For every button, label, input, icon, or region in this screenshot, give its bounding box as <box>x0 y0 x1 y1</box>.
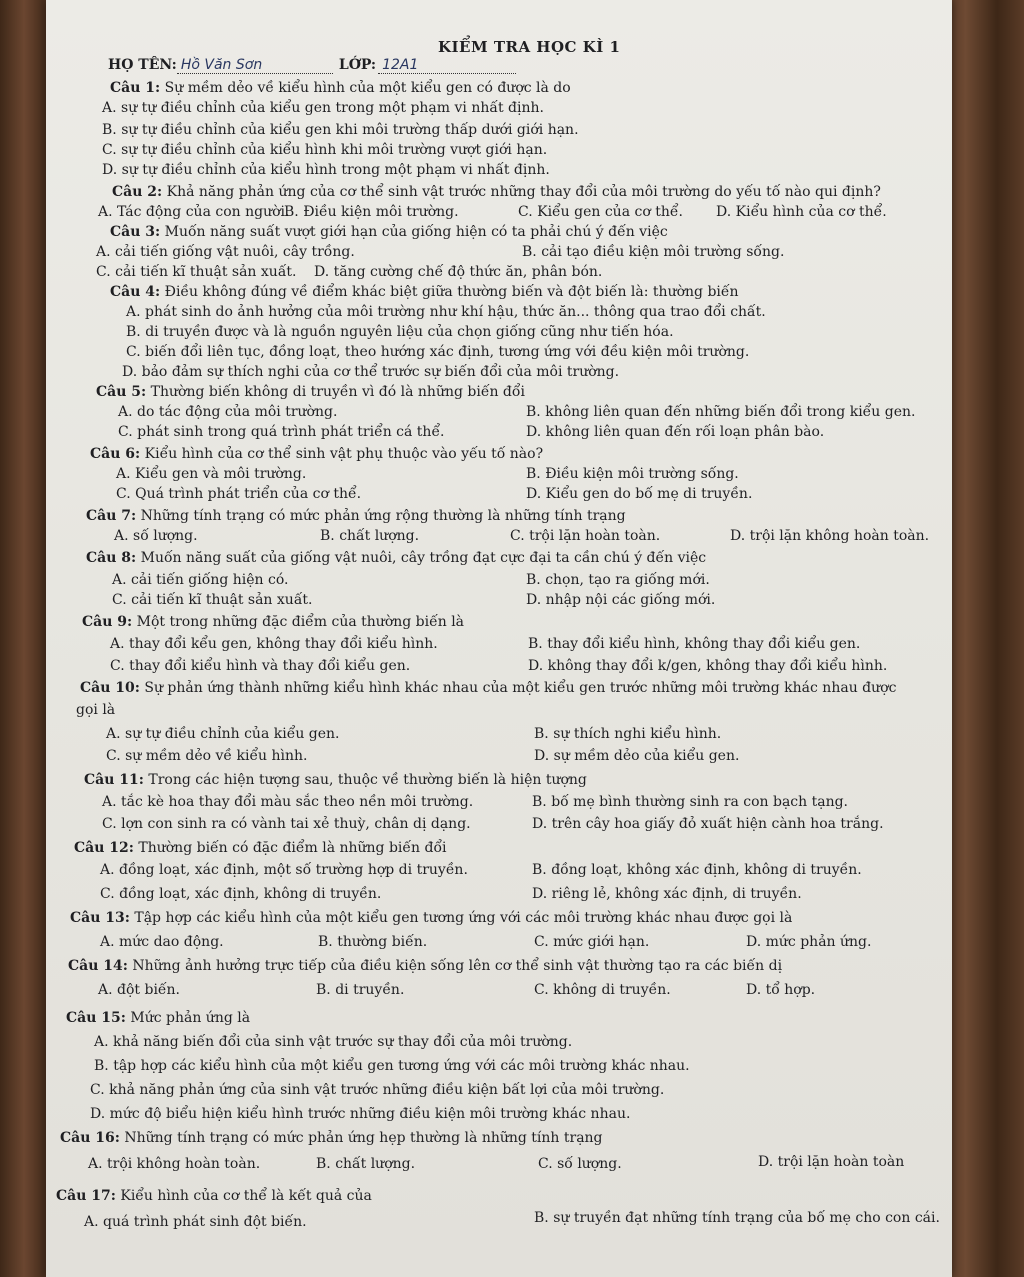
question-17: Câu 17: Kiểu hình của cơ thể là kết quả của <box>56 1188 372 1204</box>
option[interactable]: C. số lượng. <box>538 1156 622 1172</box>
exam-header <box>46 38 952 82</box>
option[interactable]: D. riêng lẻ, không xác định, di truyền. <box>532 886 802 902</box>
option[interactable]: A. thay đổi kểu gen, không thay đổi kiểu hình. <box>110 636 438 652</box>
question-2: Câu 2: Khả năng phản ứng của cơ thể sinh vật trước những thay đổi của môi trường do yếu tố nào qui định? <box>112 184 881 200</box>
question-11: Câu 11: Trong các hiện tượng sau, thuộc về thường biến là hiện tượng <box>84 772 587 788</box>
option[interactable]: C. Quá trình phát triển của cơ thể. <box>116 486 362 502</box>
option[interactable]: A. khả năng biến đổi của sinh vật trước sự thay đổi của môi trường. <box>94 1034 573 1050</box>
option[interactable]: A. mức dao động. <box>100 934 224 950</box>
option[interactable]: D. trội lặn không hoàn toàn. <box>730 528 930 544</box>
option[interactable]: C. thay đổi kiểu hình và thay đổi kiểu gen. <box>110 658 411 674</box>
option[interactable]: D. tăng cường chế độ thức ăn, phân bón. <box>314 264 603 280</box>
question-16: Câu 16: Những tính trạng có mức phản ứng hẹp thường là những tính trạng <box>60 1130 603 1146</box>
option[interactable]: D. nhập nội các giống mới. <box>526 592 716 608</box>
option[interactable]: C. sự tự điều chỉnh của kiểu hình khi môi trường vượt giới hạn. <box>102 142 548 158</box>
option[interactable]: D. không thay đổi k/gen, không thay đổi kiểu hình. <box>528 658 888 674</box>
option[interactable]: D. bảo đảm sự thích nghi của cơ thể trước sự biến đổi của môi trường. <box>122 364 620 380</box>
option[interactable]: B. Điều kiện môi trường. <box>284 204 459 220</box>
option[interactable]: C. lợn con sinh ra có vành tai xẻ thuỳ, chân dị dạng. <box>102 816 471 832</box>
question-6: Câu 6: Kiểu hình của cơ thể sinh vật phụ thuộc vào yếu tố nào? <box>90 446 544 462</box>
option[interactable]: B. sự thích nghi kiểu hình. <box>534 726 722 742</box>
class-field[interactable]: 12A1 <box>378 57 516 74</box>
option[interactable]: D. Kiểu gen do bố mẹ di truyền. <box>526 486 753 502</box>
question-5: Câu 5: Thường biến không di truyền vì đó là những biến đổi <box>96 384 525 400</box>
option[interactable]: C. trội lặn hoàn toàn. <box>510 528 661 544</box>
option[interactable]: D. sự mềm dẻo của kiểu gen. <box>534 748 740 764</box>
option[interactable]: A. do tác động của môi trường. <box>118 404 338 420</box>
question-7: Câu 7: Những tính trạng có mức phản ứng rộng thường là những tính trạng <box>86 508 626 524</box>
exam-title: KIỂM TRA HỌC KÌ 1 <box>438 38 621 56</box>
option[interactable]: B. đồng loạt, không xác định, không di truyền. <box>532 862 862 878</box>
option[interactable]: A. Kiểu gen và môi trường. <box>116 466 307 482</box>
option[interactable]: B. chọn, tạo ra giống mới. <box>526 572 710 588</box>
option[interactable]: A. phát sinh do ảnh hưởng của môi trường như khí hậu, thức ăn... thông qua trao đổi chất. <box>126 304 766 320</box>
option[interactable]: B. cải tạo điều kiện môi trường sống. <box>522 244 785 260</box>
option[interactable]: D. sự tự điều chỉnh của kiểu hình trong một phạm vi nhất định. <box>102 162 550 178</box>
option[interactable]: A. sự tự điều chỉnh của kiểu gen trong một phạm vi nhất định. <box>102 100 544 116</box>
option[interactable]: A. số lượng. <box>114 528 198 544</box>
question-3: Câu 3: Muốn năng suất vượt giới hạn của giống hiện có ta phải chú ý đến việc <box>110 224 668 240</box>
option[interactable]: C. cải tiến kĩ thuật sản xuất. <box>96 264 297 280</box>
question-12: Câu 12: Thường biến có đặc điểm là những biến đổi <box>74 840 447 856</box>
option[interactable]: C. cải tiến kĩ thuật sản xuất. <box>112 592 313 608</box>
option[interactable]: A. trội không hoàn toàn. <box>88 1156 261 1172</box>
option[interactable]: C. sự mềm dẻo về kiểu hình. <box>106 748 308 764</box>
name-field[interactable]: Hồ Văn Sơn <box>177 57 333 74</box>
question-8: Câu 8: Muốn năng suất của giống vật nuôi, cây trồng đạt cực đại ta cần chú ý đến việc <box>86 550 707 566</box>
option[interactable]: B. di truyền được và là nguồn nguyên liệu của chọn giống cũng như tiến hóa. <box>126 324 674 340</box>
question-15: Câu 15: Mức phản ứng là <box>66 1010 251 1026</box>
option[interactable]: B. tập hợp các kiểu hình của một kiểu gen tương ứng với các môi trường khác nhau. <box>94 1058 690 1074</box>
option[interactable]: C. phát sinh trong quá trình phát triển cá thể. <box>118 424 445 440</box>
option[interactable]: A. cải tiến giống vật nuôi, cây trồng. <box>96 244 355 260</box>
option[interactable]: B. di truyền. <box>316 982 405 998</box>
option[interactable]: A. đột biến. <box>98 982 180 998</box>
option[interactable]: B. sự tự điều chỉnh của kiểu gen khi môi trường thấp dưới giới hạn. <box>102 122 579 138</box>
option[interactable]: C. mức giới hạn. <box>534 934 650 950</box>
option[interactable]: D. mức độ biểu hiện kiểu hình trước những điều kiện môi trường khác nhau. <box>90 1106 631 1122</box>
question-10: Câu 10: Sự phản ứng thành những kiểu hình khác nhau của một kiểu gen trước những môi trường khác nhau được <box>80 680 897 696</box>
option[interactable]: B. không liên quan đến những biến đổi trong kiểu gen. <box>526 404 916 420</box>
option[interactable]: A. đồng loạt, xác định, một số trường hợp di truyền. <box>100 862 468 878</box>
option[interactable]: B. Điều kiện môi trường sống. <box>526 466 739 482</box>
option[interactable]: B. thường biến. <box>318 934 428 950</box>
option[interactable]: B. chất lượng. <box>316 1156 416 1172</box>
option[interactable]: C. đồng loạt, xác định, không di truyền. <box>100 886 382 902</box>
option[interactable]: D. trên cây hoa giấy đỏ xuất hiện cành hoa trắng. <box>532 816 884 832</box>
option[interactable]: B. sự truyền đạt những tính trạng của bố mẹ cho con cái. <box>534 1210 940 1226</box>
option[interactable]: C. khả năng phản ứng của sinh vật trước những điều kiện bất lợi của môi trường. <box>90 1082 665 1098</box>
question-9: Câu 9: Một trong những đặc điểm của thường biến là <box>82 614 465 630</box>
option[interactable]: A. cải tiến giống hiện có. <box>112 572 289 588</box>
question-1: Câu 1: Sự mềm dẻo về kiểu hình của một kiểu gen có được là do <box>110 80 571 96</box>
option[interactable]: D. không liên quan đến rối loạn phân bào. <box>526 424 825 440</box>
option[interactable]: B. chất lượng. <box>320 528 420 544</box>
exam-paper <box>46 0 952 1277</box>
question-14: Câu 14: Những ảnh hưởng trực tiếp của điều kiện sống lên cơ thể sinh vật thường tạo ra các biến dị <box>68 958 783 974</box>
option[interactable]: D. trội lặn hoàn toàn <box>758 1154 905 1170</box>
name-label: HỌ TÊN: <box>108 57 177 73</box>
option[interactable]: D. mức phản ứng. <box>746 934 872 950</box>
option[interactable]: B. thay đổi kiểu hình, không thay đổi kiểu gen. <box>528 636 861 652</box>
question-4: Câu 4: Điều không đúng về điểm khác biệt giữa thường biến và đột biến là: thường biến <box>110 284 739 300</box>
option[interactable]: C. không di truyền. <box>534 982 671 998</box>
option[interactable]: A. Tác động của con người. <box>98 204 290 220</box>
question-13: Câu 13: Tập hợp các kiểu hình của một kiểu gen tương ứng với các môi trường khác nhau được gọi là <box>70 910 793 926</box>
option[interactable]: C. Kiểu gen của cơ thể. <box>518 204 683 220</box>
option[interactable]: C. biến đổi liên tục, đồng loạt, theo hướng xác định, tương ứng với đều kiện môi trường. <box>126 344 750 360</box>
student-info-row <box>108 57 516 74</box>
option[interactable]: D. Kiểu hình của cơ thể. <box>716 204 887 220</box>
option[interactable]: D. tổ hợp. <box>746 982 816 998</box>
option[interactable]: A. tắc kè hoa thay đổi màu sắc theo nền môi trường. <box>102 794 474 810</box>
question-10-continued: gọi là <box>76 702 116 718</box>
option[interactable]: B. bố mẹ bình thường sinh ra con bạch tạng. <box>532 794 849 810</box>
option[interactable]: A. quá trình phát sinh đột biến. <box>84 1214 307 1230</box>
option[interactable]: A. sự tự điều chỉnh của kiểu gen. <box>106 726 340 742</box>
class-label: LỚP: <box>338 57 377 73</box>
